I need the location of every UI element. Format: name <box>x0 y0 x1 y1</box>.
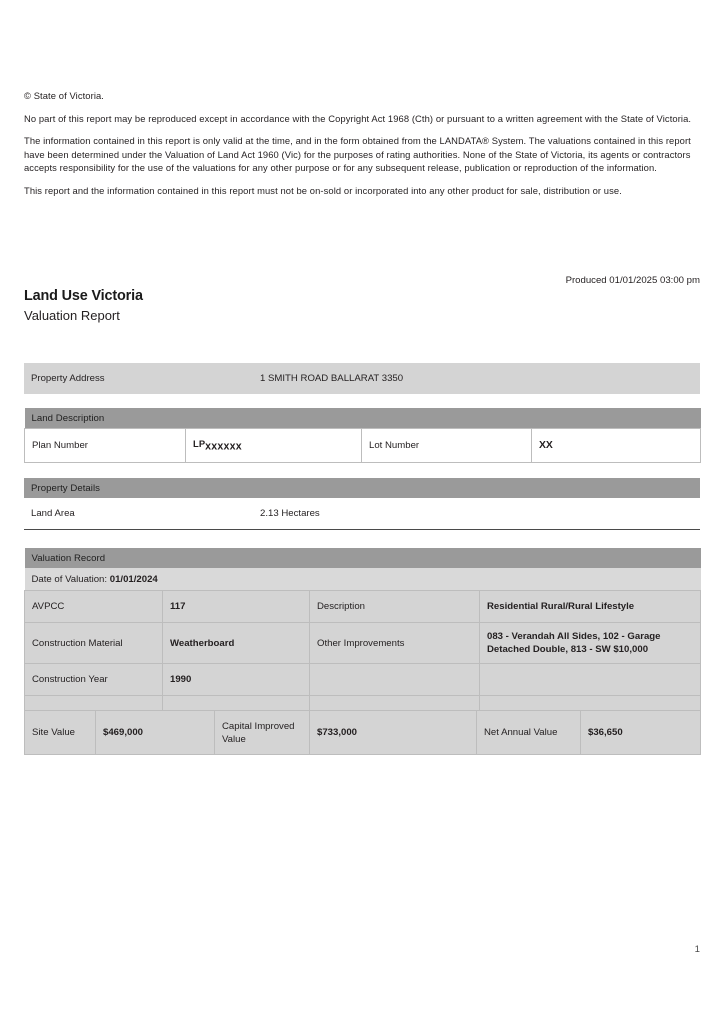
table-row <box>25 711 701 755</box>
land-description-section-title: Land Description <box>25 408 701 429</box>
disclaimer-paragraph-2: The information contained in this report is only valid at the time, and in the form obtained from the LANDATA® System. The valuations contained in this report have been determined under the Valuation of Land Act 1960 (Vic) for the purposes of rating authorities. None of the State of Victoria, its agents or contractors accepts responsibility for the use of the valuations for any other purpose or for any subsequent release, publication or reproduction of the information. <box>24 135 691 174</box>
capital-improved-value-label: Capital Improved Value <box>215 711 310 755</box>
report-title-block <box>24 286 143 325</box>
other-improvements-value: 083 - Verandah All Sides, 102 - Garage Detached Double, 813 - SW $10,000 <box>480 623 701 664</box>
plan-number-prefix: LP <box>193 438 206 450</box>
land-description-table <box>24 408 701 463</box>
produced-timestamp: Produced 01/01/2025 03:00 pm <box>565 275 700 286</box>
construction-year-blank-label <box>310 664 480 696</box>
land-area-label: Land Area <box>24 498 253 530</box>
construction-year-blank-value <box>480 664 701 696</box>
legal-disclaimer-block <box>24 89 700 198</box>
copyright-line: © State of Victoria. <box>24 90 105 101</box>
valuation-summary-table <box>24 710 701 755</box>
table-row <box>25 664 701 696</box>
plan-number-digits: xxxxxx <box>205 440 242 453</box>
disclaimer-paragraph-3: This report and the information contained in this report must not be on-sold or incorporated into any other product for sale, distribution or use. <box>24 184 622 196</box>
construction-year-value: 1990 <box>163 664 310 696</box>
valuation-record-section-title: Valuation Record <box>25 548 701 568</box>
table-row <box>25 591 701 623</box>
property-address-table <box>24 363 700 394</box>
table-row <box>25 548 701 568</box>
description-label: Description <box>310 591 480 623</box>
table-row <box>25 408 701 429</box>
net-annual-value: $36,650 <box>581 711 701 755</box>
date-of-valuation-label: Date of Valuation: <box>31 573 108 585</box>
table-row <box>24 363 700 394</box>
construction-material-label: Construction Material <box>25 623 163 664</box>
lot-number-value: XX <box>532 429 701 463</box>
plan-number-value <box>186 429 362 463</box>
net-annual-value-label: Net Annual Value <box>477 711 581 755</box>
avpcc-value: 117 <box>163 591 310 623</box>
page-number: 1 <box>694 944 700 955</box>
construction-material-value: Weatherboard <box>163 623 310 664</box>
page-subtitle: Valuation Report <box>24 308 120 323</box>
property-details-table <box>24 478 700 530</box>
table-row <box>24 498 700 530</box>
property-address-value: 1 SMITH ROAD BALLARAT 3350 <box>253 363 700 394</box>
other-improvements-label: Other Improvements <box>310 623 480 664</box>
capital-improved-value: $733,000 <box>310 711 477 755</box>
lot-number-label: Lot Number <box>362 429 532 463</box>
property-details-section-title: Property Details <box>24 478 700 498</box>
table-row <box>24 478 700 498</box>
valuation-record-table <box>24 548 701 737</box>
site-value-label: Site Value <box>25 711 96 755</box>
page-title: Land Use Victoria <box>24 288 143 304</box>
disclaimer-paragraph-1: No part of this report may be reproduced except in accordance with the Copyright Act 1968 (Cth) or pursuant to a written agreement with the State of Victoria. <box>24 112 692 124</box>
property-address-label: Property Address <box>24 363 253 394</box>
table-row <box>25 429 701 463</box>
date-of-valuation-value: 01/01/2024 <box>109 573 158 585</box>
table-row <box>25 623 701 664</box>
land-area-value: 2.13 Hectares <box>253 498 700 530</box>
date-of-valuation-row <box>25 568 701 591</box>
plan-number-label: Plan Number <box>25 429 186 463</box>
construction-year-label: Construction Year <box>25 664 163 696</box>
avpcc-label: AVPCC <box>25 591 163 623</box>
description-value: Residential Rural/Rural Lifestyle <box>480 591 701 623</box>
table-row <box>25 568 701 591</box>
site-value: $469,000 <box>96 711 215 755</box>
